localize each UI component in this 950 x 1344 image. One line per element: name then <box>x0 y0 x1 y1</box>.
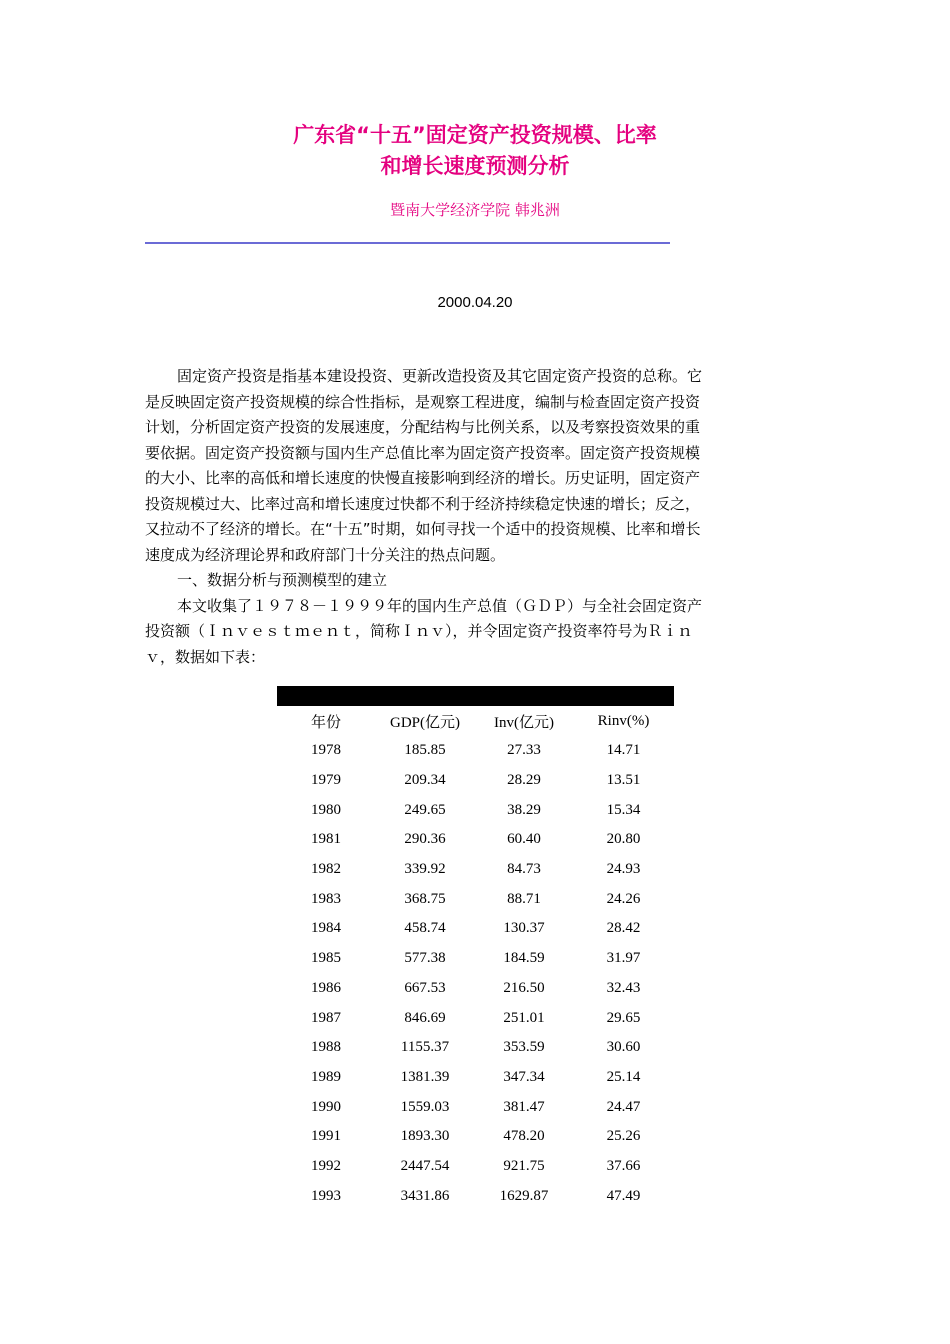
title-line-2: 和增长速度预测分析 <box>380 154 570 178</box>
inv-cell: 84.73 <box>507 861 541 878</box>
inv-cell: 921.75 <box>503 1157 545 1174</box>
document-title <box>0 120 950 182</box>
inv-cell: 130.37 <box>503 920 545 937</box>
rinv-cell: 25.26 <box>606 1128 641 1145</box>
table-row <box>277 914 674 944</box>
table-row <box>277 1092 674 1122</box>
column-header-year: 年份 <box>310 714 341 731</box>
gdp-cell: 368.75 <box>404 890 446 907</box>
year-cell: 1984 <box>311 920 341 937</box>
year-cell: 1979 <box>311 772 341 789</box>
table-row <box>277 1152 674 1182</box>
gdp-cell: 846.69 <box>404 1009 446 1026</box>
gdp-cell: 667.53 <box>404 979 446 996</box>
gdp-cell: 1559.03 <box>400 1098 450 1115</box>
table-row <box>277 1033 674 1063</box>
table-row <box>277 1181 674 1211</box>
rinv-cell: 28.42 <box>606 920 641 937</box>
table-row <box>277 944 674 974</box>
table-row <box>277 855 674 885</box>
table-body <box>277 736 674 1211</box>
column-header-inv: Inv(亿元) <box>494 714 554 731</box>
author-line: 暨南大学经济学院 韩兆洲 <box>390 201 560 219</box>
document-date: 2000.04.20 <box>437 294 513 311</box>
table-header-bar <box>277 686 674 706</box>
rinv-cell: 31.97 <box>606 950 641 967</box>
inv-cell: 353.59 <box>503 1039 545 1056</box>
inv-cell: 184.59 <box>503 950 545 967</box>
gdp-cell: 1381.39 <box>400 1068 450 1085</box>
year-cell: 1987 <box>311 1009 341 1026</box>
gdp-cell: 209.34 <box>404 772 446 789</box>
rinv-cell: 32.43 <box>606 979 641 996</box>
inv-cell: 28.29 <box>507 772 541 789</box>
title-line-1: 广东省“十五”固定资产投资规模、比率 <box>293 123 657 147</box>
table-row <box>277 795 674 825</box>
rinv-cell: 24.93 <box>606 861 641 878</box>
inv-cell: 1629.87 <box>499 1187 549 1204</box>
document-body <box>145 364 705 670</box>
gdp-cell: 185.85 <box>404 742 446 759</box>
inv-cell: 88.71 <box>507 890 541 907</box>
year-cell: 1991 <box>311 1128 341 1145</box>
year-cell: 1981 <box>311 831 341 848</box>
inv-cell: 478.20 <box>503 1128 545 1145</box>
inv-cell: 27.33 <box>507 742 541 759</box>
year-cell: 1988 <box>311 1039 341 1056</box>
year-cell: 1992 <box>311 1157 341 1174</box>
data-table <box>277 706 674 1211</box>
table-row <box>277 884 674 914</box>
table-row <box>277 1122 674 1152</box>
inv-cell: 347.34 <box>503 1068 545 1085</box>
data-table-container <box>277 686 674 1211</box>
year-cell: 1989 <box>311 1068 341 1085</box>
inv-cell: 38.29 <box>507 801 541 818</box>
year-cell: 1982 <box>311 861 341 878</box>
inv-cell: 251.01 <box>503 1009 545 1026</box>
rinv-cell: 14.71 <box>606 742 641 759</box>
rinv-cell: 24.26 <box>606 890 641 907</box>
paragraph-data-intro: 本文收集了１９７８－１９９９年的国内生产总值（ＧＤＰ）与全社会固定资产投资额（Ｉｎｖｅｓｔｍｅｎｔ，简称Ｉｎｖ），并令固定资产投资率符号为Ｒｉｎｖ，数据如下表： <box>145 596 703 666</box>
gdp-cell: 290.36 <box>404 831 446 848</box>
section-heading: 一、数据分析与预测模型的建立 <box>177 571 388 589</box>
gdp-cell: 3431.86 <box>400 1187 450 1204</box>
year-cell: 1980 <box>311 801 341 818</box>
gdp-cell: 2447.54 <box>400 1157 450 1174</box>
table-row <box>277 1003 674 1033</box>
inv-cell: 216.50 <box>503 979 545 996</box>
table-row <box>277 974 674 1004</box>
rinv-cell: 24.47 <box>606 1098 641 1115</box>
column-header-rinv: Rinv(%) <box>597 712 650 729</box>
gdp-cell: 458.74 <box>404 920 446 937</box>
rinv-cell: 47.49 <box>606 1187 641 1204</box>
gdp-cell: 1893.30 <box>400 1128 450 1145</box>
column-header-gdp: GDP(亿元) <box>390 714 460 731</box>
year-cell: 1978 <box>311 742 341 759</box>
year-cell: 1986 <box>311 979 341 996</box>
rinv-cell: 37.66 <box>606 1157 641 1174</box>
rinv-cell: 13.51 <box>606 772 641 789</box>
gdp-cell: 1155.37 <box>400 1039 450 1056</box>
rinv-cell: 29.65 <box>606 1009 641 1026</box>
table-row <box>277 736 674 766</box>
table-row <box>277 1063 674 1093</box>
rinv-cell: 30.60 <box>606 1039 641 1056</box>
year-cell: 1990 <box>311 1098 341 1115</box>
table-row <box>277 825 674 855</box>
year-cell: 1985 <box>311 950 341 967</box>
inv-cell: 60.40 <box>507 831 541 848</box>
inv-cell: 381.47 <box>503 1098 545 1115</box>
year-cell: 1983 <box>311 890 341 907</box>
table-header-row <box>277 706 674 736</box>
title-divider <box>145 242 670 244</box>
rinv-cell: 15.34 <box>606 801 641 818</box>
rinv-cell: 25.14 <box>606 1068 641 1085</box>
gdp-cell: 577.38 <box>404 950 446 967</box>
year-cell: 1993 <box>311 1187 341 1204</box>
gdp-cell: 249.65 <box>404 801 446 818</box>
gdp-cell: 339.92 <box>404 861 446 878</box>
paragraph-intro: 固定资产投资是指基本建设投资、更新改造投资及其它固定资产投资的总称。它是反映固定资产投资规模的综合性指标，是观察工程进度，编制与检查固定资产投资计划，分析固定资产投资的发展速度，分配结构与比例关系，以及考察投资效果的重要依据。固定资产投资额与国内生产总值比率为固定资产投资率。固定资产投资规模的大小、比率的高低和增长速度的快慢直接影响到经济的增长。历史证明，固定资产投资规模过大、比率过高和增长速度过快都不利于经济持续稳定快速的增长；反之，又拉动不了经济的增长。在“十五”时期，如何寻找一个适中的投资规模、比率和增长速度成为经济理论界和政府部门十分关注的热点问题。 <box>145 367 703 564</box>
table-row <box>277 766 674 796</box>
rinv-cell: 20.80 <box>606 831 641 848</box>
